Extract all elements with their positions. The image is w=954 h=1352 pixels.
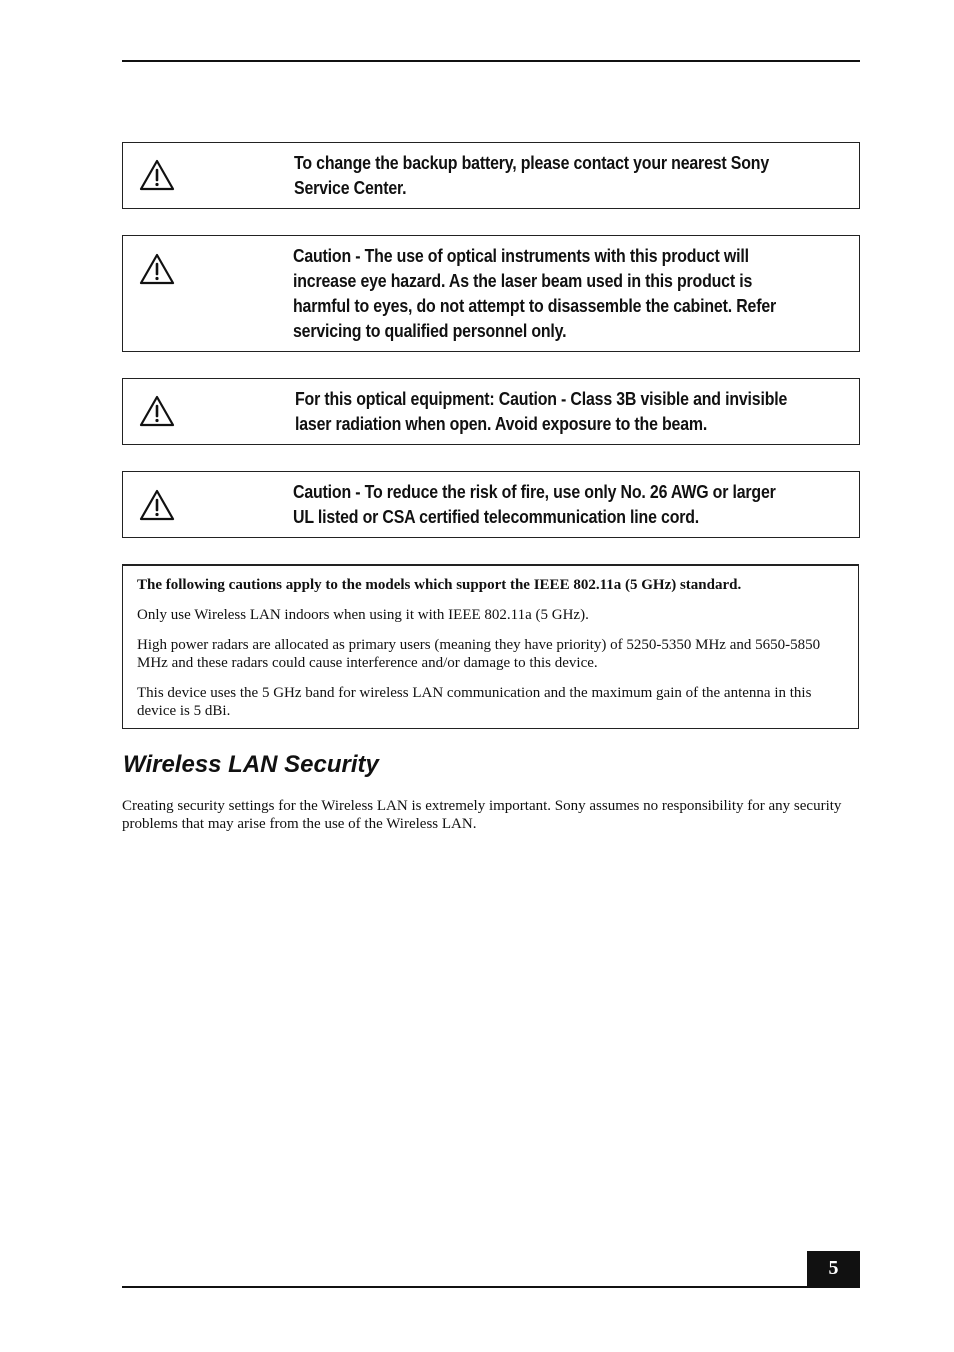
section-body-text: Creating security settings for the Wireless LAN is extremely important. Sony assumes no responsibility for any security problems that may arise from the use of the Wireless LAN. xyxy=(122,798,842,832)
caution-line: servicing to qualified personnel only. xyxy=(293,320,567,341)
caution-box-optical-instruments xyxy=(122,235,860,352)
caution-line: Caution - To reduce the risk of fire, use only No. 26 AWG or larger xyxy=(293,481,776,502)
caution-line: Caution - The use of optical instruments with this product will xyxy=(293,245,749,266)
caution-line: For this optical equipment: Caution - Class 3B visible and invisible xyxy=(295,388,788,409)
warning-triangle-icon xyxy=(139,253,175,285)
caution-text xyxy=(294,150,769,200)
caution-text xyxy=(295,386,787,436)
caution-text xyxy=(293,243,776,343)
caution-line: harmful to eyes, do not attempt to disassemble the cabinet. Refer xyxy=(293,295,777,316)
warning-triangle-icon xyxy=(139,489,175,521)
caution-line: Service Center. xyxy=(294,177,407,198)
wlan-notice-paragraph: Only use Wireless LAN indoors when using it with IEEE 802.11a (5 GHz). xyxy=(137,607,589,623)
caution-box-backup-battery xyxy=(122,142,860,209)
footer-rule xyxy=(122,1286,860,1288)
wlan-notice-lead: The following cautions apply to the models which support the IEEE 802.11a (5 GHz) standard. xyxy=(137,577,742,593)
wlan-notice-box xyxy=(122,564,859,729)
wlan-notice-paragraph: High power radars are allocated as primary users (meaning they have priority) of 5250-5350 MHz and 5650-5850 MHz and these radars could cause interference and/or damage to this device. xyxy=(137,637,821,671)
caution-line: UL listed or CSA certified telecommunication line cord. xyxy=(293,506,700,527)
caution-line: To change the backup battery, please contact your nearest Sony xyxy=(294,152,770,173)
caution-line: laser radiation when open. Avoid exposure to the beam. xyxy=(295,413,708,434)
caution-line: increase eye hazard. As the laser beam used in this product is xyxy=(293,270,753,291)
section-heading: Wireless LAN Security xyxy=(123,751,379,778)
header-rule xyxy=(122,60,860,62)
caution-text xyxy=(293,479,776,529)
wlan-notice-paragraph: This device uses the 5 GHz band for wireless LAN communication and the maximum gain of the antenna in this device is 5 dBi. xyxy=(137,685,812,719)
warning-triangle-icon xyxy=(139,395,175,427)
page-number: 5 xyxy=(807,1251,860,1287)
warning-triangle-icon xyxy=(139,159,175,191)
caution-box-laser-radiation xyxy=(122,378,860,445)
caution-box-fire-risk xyxy=(122,471,860,538)
